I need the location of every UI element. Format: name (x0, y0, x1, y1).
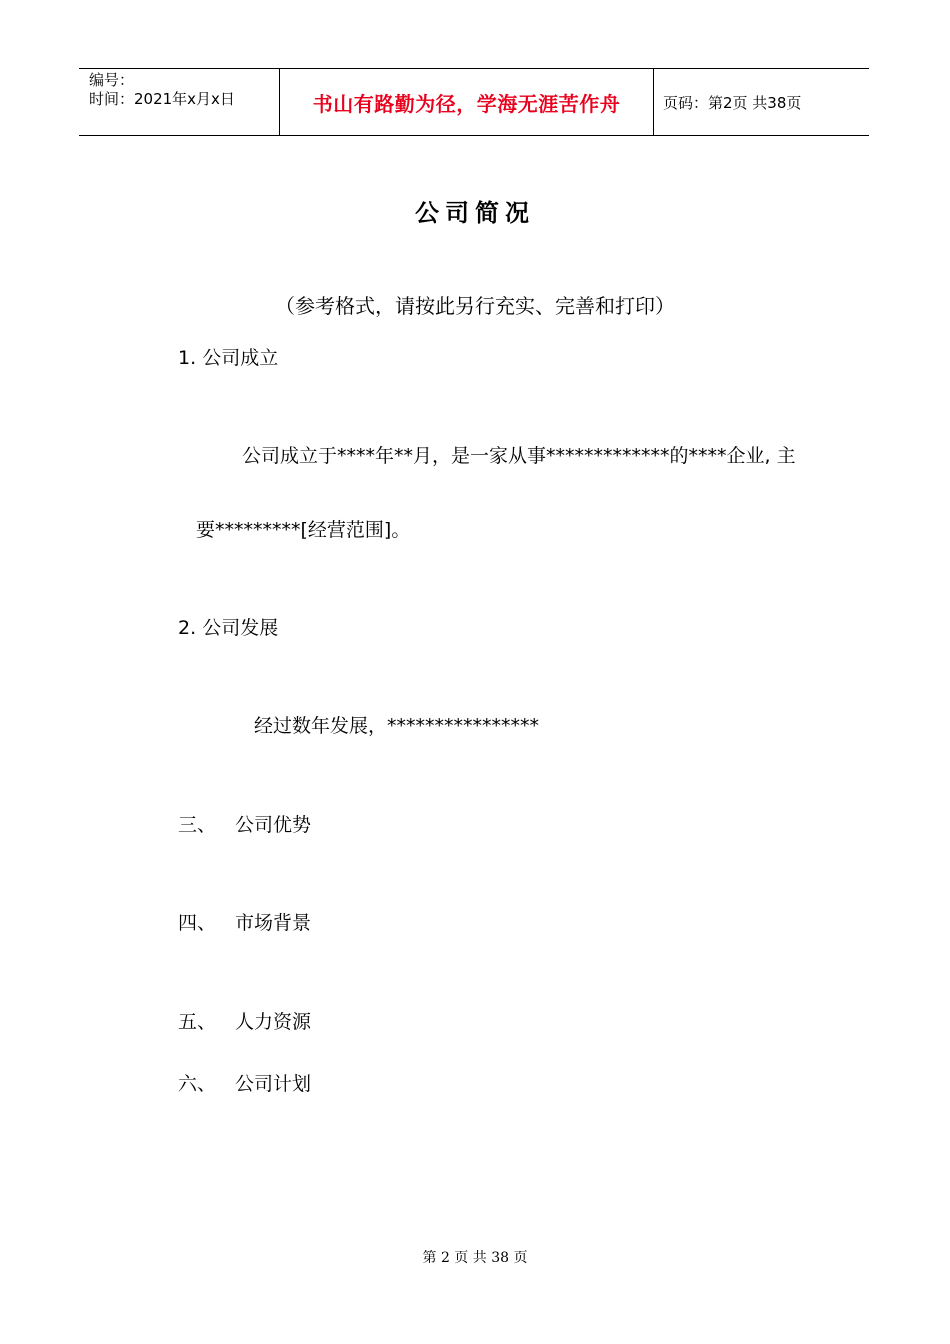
section-5-number: 五、 (178, 1011, 217, 1033)
section-5-title: 人力资源 (235, 1011, 312, 1033)
section-2-number: 2. (178, 617, 197, 639)
header-page-cell (654, 69, 869, 135)
section-1-title: 公司成立 (202, 347, 279, 369)
section-6-number: 六、 (178, 1073, 217, 1095)
section-1-paragraph-line-1: 公司成立于****年**月，是一家从事*************的****企业, 主 (242, 445, 796, 467)
section-1-paragraph-line-2: 要*********[经营范围]。 (196, 519, 411, 541)
page-footer: 第 2 页 共 38 页 (422, 1250, 528, 1266)
section-3-title: 公司优势 (235, 814, 312, 836)
section-1-heading (178, 343, 278, 370)
document-header (79, 68, 869, 136)
section-4-heading (178, 908, 311, 935)
section-4-title: 市场背景 (235, 912, 312, 934)
header-page-info: 页码：第2页 共38页 (663, 93, 802, 112)
section-2-title: 公司发展 (202, 617, 279, 639)
section-5-heading (178, 1007, 311, 1034)
section-2-paragraph: 经过数年发展，**************** (254, 715, 540, 737)
header-meta-cell (79, 69, 280, 135)
section-3-number: 三、 (178, 814, 217, 836)
section-6-title: 公司计划 (235, 1073, 312, 1095)
section-3-heading (178, 810, 311, 837)
section-1-number: 1. (178, 347, 197, 369)
doc-time-label: 时间：2021年x月x日 (89, 90, 235, 108)
section-2-heading (178, 613, 278, 640)
doc-number-label: 编号： (89, 71, 135, 89)
section-6-heading (178, 1069, 311, 1096)
header-motto: 书山有路勤为径，学海无涯苦作舟 (312, 91, 621, 116)
page-title: 公司简况 (415, 199, 535, 227)
header-motto-cell (280, 69, 654, 135)
section-4-number: 四、 (178, 912, 217, 934)
page-subtitle: （参考格式，请按此另行充实、完善和打印） (275, 294, 675, 318)
